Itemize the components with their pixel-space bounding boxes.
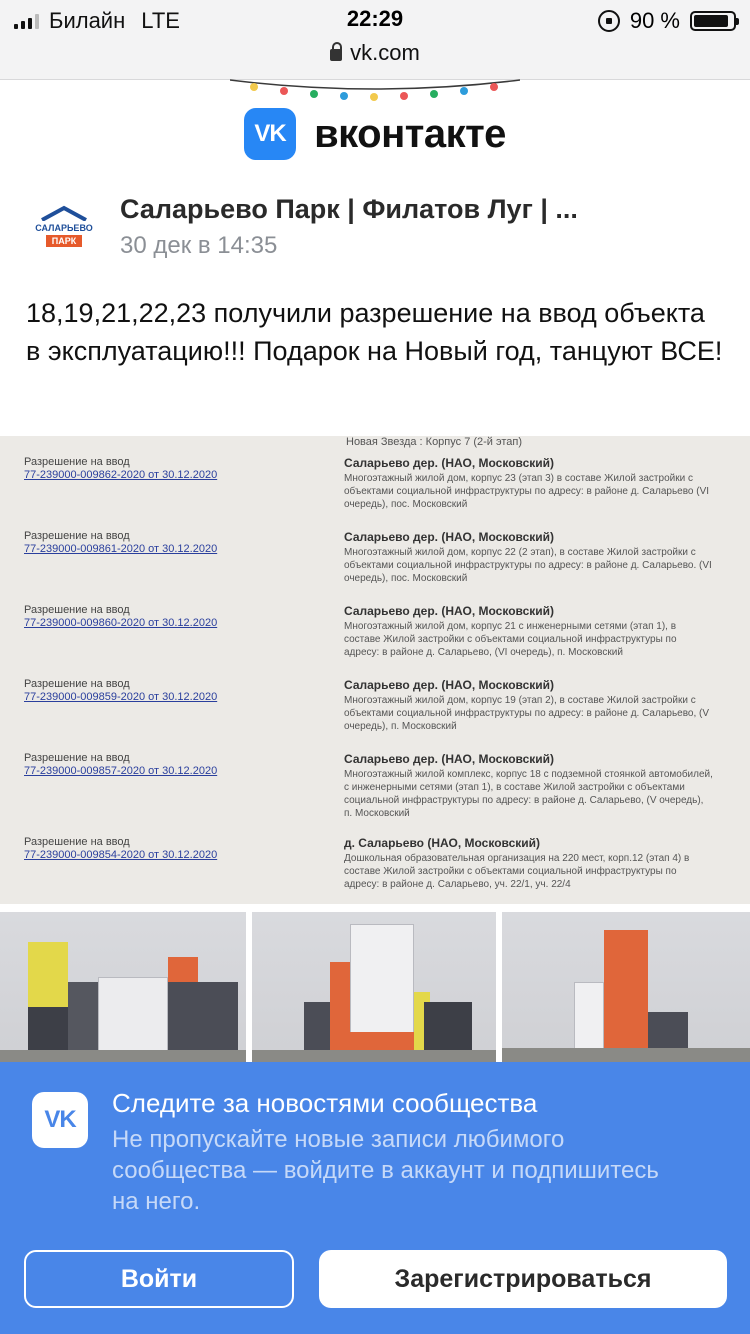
document-row-label: Разрешение на ввод — [24, 752, 130, 764]
carrier-name: Билайн — [49, 8, 126, 33]
document-row-link: 77-239000-009854-2020 от 30.12.2020 — [24, 849, 218, 861]
document-top-caption: Новая Звезда : Корпус 7 (2-й этап) — [346, 436, 523, 448]
document-row-description: Многоэтажный жилой дом, корпус 23 (этап 3) в составе Жилой застройки с объектами социальной инфраструктуры по адресу: в районе д. Саларьево (VI очередь), пос. Московский — [344, 473, 710, 510]
community-avatar[interactable] — [26, 188, 102, 264]
post-photo-1[interactable] — [0, 912, 246, 1062]
register-button[interactable]: Зарегистрироваться — [319, 1250, 727, 1308]
browser-status-bar — [0, 0, 750, 80]
document-row-label: Разрешение на ввод — [24, 456, 130, 468]
document-row — [0, 530, 750, 604]
site-header — [0, 106, 750, 162]
document-row-link: 77-239000-009860-2020 от 30.12.2020 — [24, 617, 218, 629]
banner-title: Следите за новостями сообщества — [112, 1088, 538, 1118]
status-right — [598, 8, 736, 34]
garland-decoration — [230, 76, 520, 102]
document-row-heading: Саларьево дер. (НАО, Московский) — [344, 456, 555, 470]
post-date[interactable]: 30 дек в 14:35 — [120, 232, 278, 259]
document-row-description: Многоэтажный жилой дом, корпус 19 (этап 2), в составе Жилой застройки с объектами социальной инфраструктуры по адресу: в районе д. Саларьево, (V очередь), п. Московский — [344, 695, 710, 732]
document-row-description: Многоэтажный жилой дом, корпус 21 с инженерными сетями (этап 1), в составе Жилой застройки с объектами социальной инфраструктуры по адресу: в районе д. Саларьево, (VI очередь), п. Московский — [344, 621, 677, 658]
document-row — [0, 678, 750, 752]
document-row-link: 77-239000-009861-2020 от 30.12.2020 — [24, 543, 218, 555]
avatar-name: САЛАРЬЕВО — [35, 223, 93, 233]
document-row-description: Многоэтажный жилой комплекс, корпус 18 с подземной стоянкой автомобилей, с инженерными сетями (этап 1), в составе Жилой застройки с объектами социальной инфраструктуры по адресу: в районе д. Саларьево, (V очередь), п. Московский — [344, 769, 713, 819]
document-row-heading: Саларьево дер. (НАО, Московский) — [344, 678, 555, 692]
document-row-label: Разрешение на ввод — [24, 678, 130, 690]
url-text: vk.com — [350, 40, 420, 65]
vk-logo-icon[interactable]: VK — [244, 108, 296, 160]
document-row-description: Многоэтажный жилой дом, корпус 22 (2 этап), в составе Жилой застройки с объектами социальной инфраструктуры по адресу: в районе д. Саларьево. (VI очередь), пос. Московский — [344, 547, 712, 584]
document-row-label: Разрешение на ввод — [24, 604, 130, 616]
lock-icon — [330, 49, 342, 61]
roof-logo-icon — [40, 205, 88, 221]
document-row-label: Разрешение на ввод — [24, 530, 130, 542]
document-row-label: Разрешение на ввод — [24, 836, 130, 848]
garland-icon — [230, 76, 520, 102]
document-row — [0, 604, 750, 678]
document-row — [0, 836, 750, 904]
document-row — [0, 456, 750, 530]
network-type: LTE — [141, 8, 180, 33]
document-row-description: Дошкольная образовательная организация на 220 мест, корп.12 (этап 4) в составе Жилой застройки с объектами социальной инфраструктуры по адресу: в районе д. Саларьево, уч. 22/1, уч. 22/4 — [344, 853, 690, 890]
document-row-link: 77-239000-009859-2020 от 30.12.2020 — [24, 691, 218, 703]
post-photo-3[interactable] — [502, 912, 750, 1062]
address-bar[interactable] — [0, 40, 750, 66]
document-row-heading: Саларьево дер. (НАО, Московский) — [344, 604, 555, 618]
battery-percent: 90 % — [629, 8, 680, 33]
post-author[interactable]: Саларьево Парк | Филатов Луг | ... — [120, 194, 578, 224]
avatar-park: ПАРК — [46, 235, 82, 247]
site-title: вконтакте — [314, 111, 506, 156]
document-row-heading: д. Саларьево (НАО, Московский) — [344, 836, 541, 850]
document-row-link: 77-239000-009857-2020 от 30.12.2020 — [24, 765, 218, 777]
clock: 22:29 — [346, 6, 404, 31]
post-image-document[interactable] — [0, 436, 750, 904]
document-row-heading: Саларьево дер. (НАО, Московский) — [344, 752, 555, 766]
rotation-lock-icon — [598, 10, 620, 32]
post-photo-2[interactable] — [252, 912, 496, 1062]
vk-banner-logo-icon: VK — [32, 1092, 88, 1148]
battery-icon — [690, 11, 736, 31]
banner-subtitle: Не пропускайте новые записи любимого сообщества — войдите в аккаунт и подпишитесь на него. — [112, 1126, 659, 1215]
post-text: 18,19,21,22,23 получили разрешение на ввод объекта в эксплуатацию!!! Подарок на Новый год, танцуют ВСЕ! — [26, 298, 723, 366]
post-photo-strip — [0, 912, 750, 1062]
subscribe-banner — [0, 1062, 750, 1334]
document-row — [0, 752, 750, 826]
login-button[interactable]: Войти — [24, 1250, 294, 1308]
document-row-link: 77-239000-009862-2020 от 30.12.2020 — [24, 469, 218, 481]
document-row-heading: Саларьево дер. (НАО, Московский) — [344, 530, 555, 544]
